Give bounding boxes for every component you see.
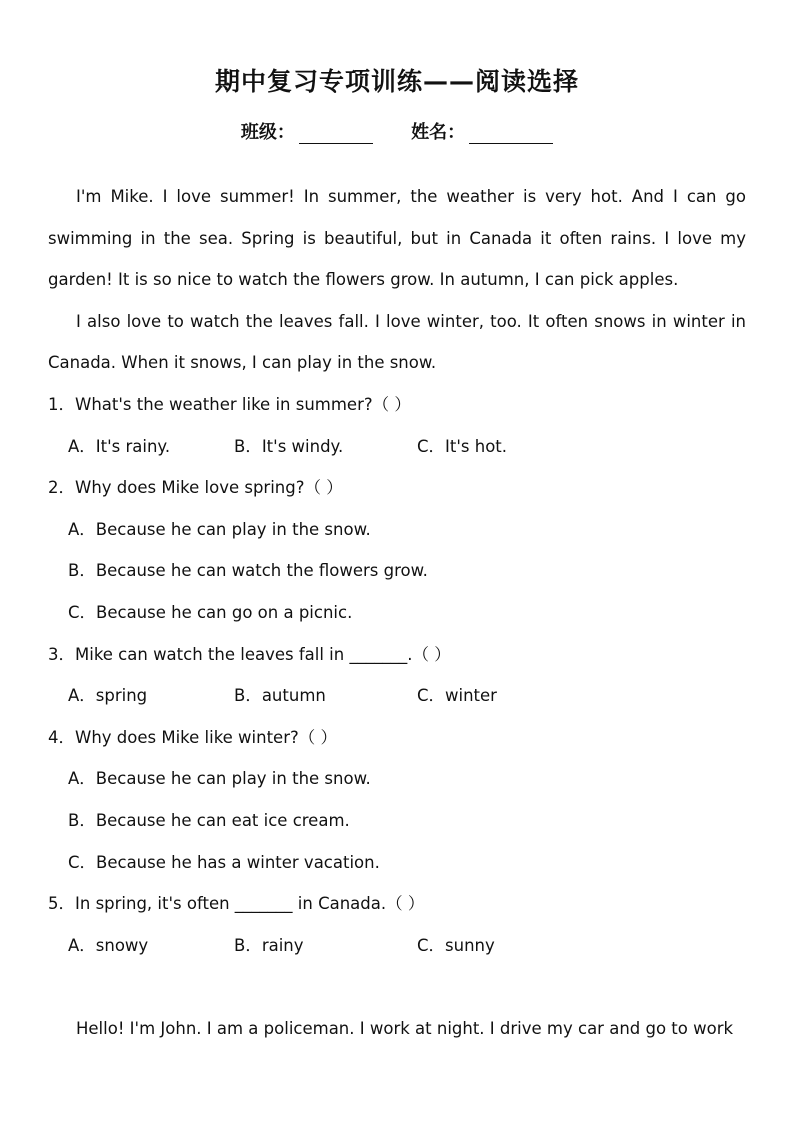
name-blank[interactable] [469, 125, 553, 144]
passage1-paragraph2: I also love to watch the leaves fall. I love winter, too. It often snows in winter in Canada. When it snows, I can play in the snow. [48, 311, 746, 373]
student-info [0, 118, 794, 144]
option-1a[interactable]: A．It's rainy. [68, 436, 171, 456]
section-gap [48, 966, 746, 1008]
option-5b[interactable]: B．rainy [234, 935, 304, 955]
class-blank[interactable] [299, 125, 373, 144]
question-5: 5．In spring, it's often _______ in Canada.（ ） [48, 894, 425, 914]
name-field [411, 118, 553, 144]
option-5a[interactable]: A．snowy [68, 935, 149, 955]
question-2: 2．Why does Mike love spring?（ ） [48, 478, 343, 498]
question-4: 4．Why does Mike like winter?（ ） [48, 727, 337, 747]
option-2b[interactable]: B．Because he can watch the flowers grow. [68, 561, 428, 581]
page-title: 期中复习专项训练——阅读选择 [214, 67, 579, 96]
question-3: 3．Mike can watch the leaves fall in _______.（ ） [48, 644, 451, 664]
question-1-options [48, 426, 746, 468]
option-5c[interactable]: C．sunny [417, 935, 495, 955]
option-4a[interactable]: A．Because he can play in the snow. [68, 769, 371, 789]
option-1c[interactable]: C．It's hot. [417, 436, 508, 456]
passage1-paragraph1: I'm Mike. I love summer! In summer, the weather is very hot. And I can go swimming in the sea. Spring is beautiful, but in Canada it often rains. I love my garden! It is so nice to watch the flowers grow. In autumn, I can pick apples. [48, 187, 746, 290]
option-3b[interactable]: B．autumn [234, 686, 326, 706]
option-3c[interactable]: C．winter [417, 686, 497, 706]
option-4c[interactable]: C．Because he has a winter vacation. [68, 852, 380, 872]
class-field [241, 118, 373, 144]
class-label: 班级： [240, 122, 295, 143]
option-2c[interactable]: C．Because he can go on a picnic. [68, 602, 353, 622]
option-2a[interactable]: A．Because he can play in the snow. [68, 519, 371, 539]
name-label: 姓名： [411, 122, 466, 143]
option-4b[interactable]: B．Because he can eat ice cream. [68, 810, 350, 830]
worksheet-content [48, 176, 746, 1050]
question-1: 1．What's the weather like in summer?（ ） [48, 394, 411, 414]
option-3a[interactable]: A．spring [68, 686, 148, 706]
question-5-options [48, 925, 746, 967]
question-3-options [48, 675, 746, 717]
passage2-paragraph1: Hello! I'm John. I am a policeman. I work at night. I drive my car and go to work [76, 1019, 734, 1039]
option-1b[interactable]: B．It's windy. [234, 436, 344, 456]
